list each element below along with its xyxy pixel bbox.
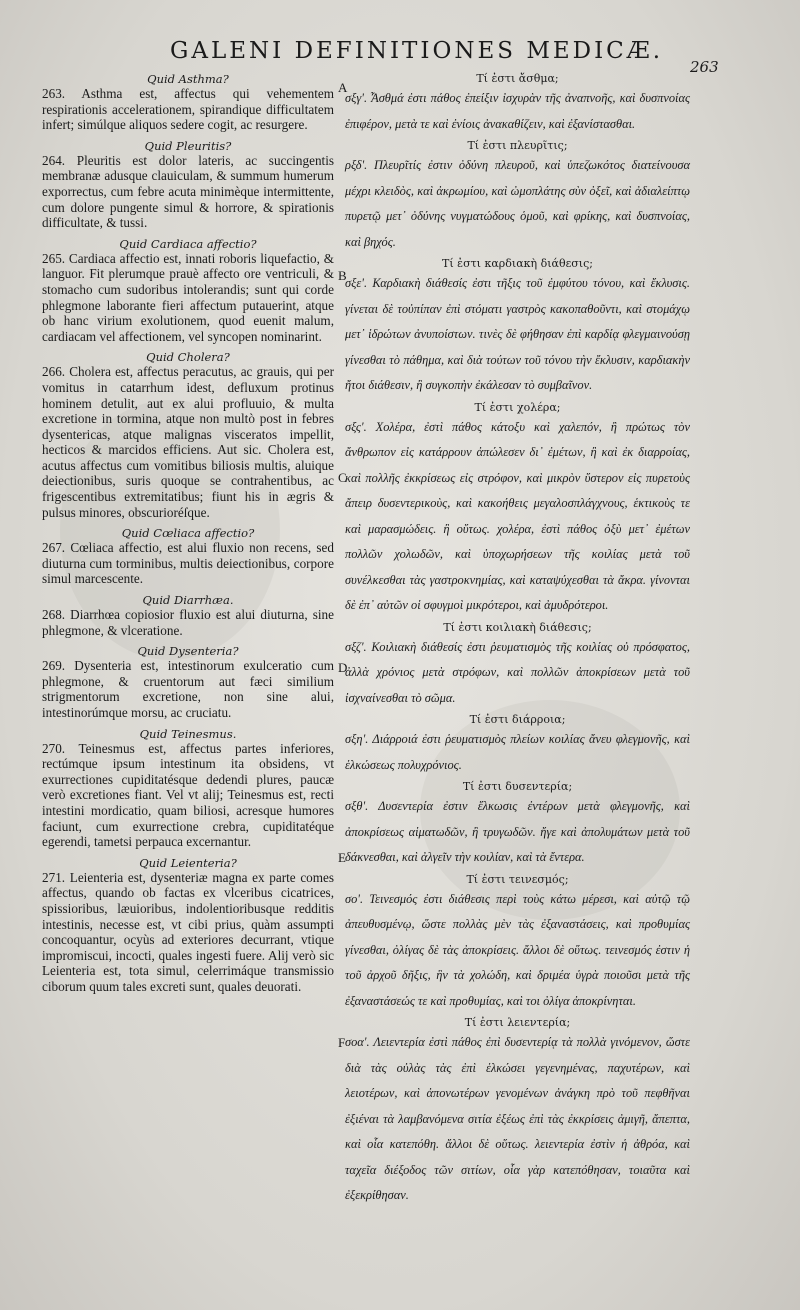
entry-number: 266. (42, 364, 66, 380)
section-mark-f: F (338, 1035, 346, 1050)
entry-text (345, 794, 690, 871)
greek-entry (345, 621, 690, 712)
entry-text (42, 364, 334, 520)
entry-number: 270. (42, 740, 66, 756)
entry-number: 263. (42, 86, 66, 101)
entry-number: σξγ'. (345, 91, 368, 105)
latin-column (42, 72, 334, 1001)
entry-number: σοα'. (345, 1035, 370, 1049)
entry-body: Πλευρῖτίς ἐστιν ὀδύνη πλευροῦ, καὶ ὑπεζωκότος διατείνουσα μέχρι κλειδὸς, καὶ ἀκρωμίου, καὶ ὠμοπλάτης σὺν ὀξεῖ, καὶ ἀδιαλείπτῳ πυρετῷ μετ᾽ ὀδύνης νυγματώδους ὁμοῦ, καὶ φρίκης, καὶ δυσπνοίας, καὶ βηχός. (345, 158, 690, 249)
greek-entry (345, 139, 690, 255)
latin-entry (42, 237, 334, 345)
latin-entry (42, 350, 334, 520)
page-number: 263 (690, 58, 719, 76)
entry-text (345, 635, 690, 712)
latin-entry (42, 593, 334, 638)
section-mark-a: A (338, 80, 348, 95)
entry-heading: Quid Cardiaca affectio? (119, 236, 257, 251)
greek-entry (345, 713, 690, 778)
entry-heading: Quid Leienteria? (139, 855, 237, 870)
entry-text (345, 1030, 690, 1209)
entry-body: Ἆσθμά ἐστι πάθος ἐπείξιν ἰσχυρὰν τῆς ἀναπνοῆς, καὶ δυσπνοίας ἐπιφέρον, μετὰ τε καὶ ἐνίοις ἀνακαθίζειν, καὶ ἐξανίστασθαι. (345, 91, 690, 131)
entry-body: Κοιλιακὴ διάθεσίς ἐστι ῥευματισμὸς τῆς κοιλίας οὐ πρόσφατος, ἀλλὰ χρόνιος μετὰ στρόφων, καὶ πολλῶν ἀποκρίσεων μετὰ τοῦ ἰσχναίνεσθαι τὸ σῶμα. (345, 639, 690, 705)
entry-text (42, 86, 334, 133)
entry-text (345, 86, 690, 137)
entry-number: σξζ'. (345, 639, 367, 654)
entry-body: Leienteria est, dysenteriæ magna ex parte comes affectus, quando ob factas ex vlceribus cicatrices, spissioribus, læuioribus, indolentioribusque redditis intestinis, necesse est, vt cibi prius, quàm assumpti concoquantur, ocyùs ad exteriores decurrant, vtique impromiscui, incocti, quales ingesti fuere. Alij verò sic Leienteria est, tota simul, celerrimáque transmissio ciborum quum tales excreti sunt, quales deuorati. (42, 869, 335, 994)
latin-entry (42, 526, 334, 587)
entry-heading: Τί ἐστι διάρροια; (469, 713, 566, 726)
entry-text (42, 607, 334, 638)
entry-body: Cardiaca affectio est, innati roboris liquefactio, & languor. Fit plerumque prauè affecto ore ventriculi, & stomacho cum sudoribus intolerandis; sunt qui corde phlegmone laborante fieri affectum putauerint, atque ob hanc virium exolutionem, quod euenit malum, cardiacam vel affectionem, vel syncopen nominarint. (42, 250, 335, 344)
latin-entry (42, 644, 334, 720)
entry-text (42, 870, 334, 995)
entry-number: 265. (42, 250, 66, 266)
latin-entry (42, 856, 334, 995)
entry-heading: Quid Cholera? (146, 350, 230, 365)
entry-number: σξε'. (345, 276, 368, 290)
greek-entry (345, 780, 690, 871)
entry-heading: Τί ἐστι χολέρα; (474, 400, 561, 414)
entry-number: 271. (42, 869, 66, 885)
greek-column (345, 72, 690, 1211)
entry-body: Cholera est, affectus peracutus, ac grauis, qui per vomitus in catarrhum idest, defluxum protinus hominem detulit, aut ex alui profluuio, & multa excretione in tormina, atque non multò post in febres dysentericas, atque malignas visceratos impellit, hecticos & marcidos efficiens. Aut sic. Cholera est, acutus affectus cum vomitibus biliosis multis, aluique deiectionibus, suris quoque se contrahentibus, ac frigescentibus extremitatibus; fiunt his in ægris & pulsus minores, obscurioréſque. (42, 364, 334, 520)
entry-body: Τεινεσμός ἐστι διάθεσις περὶ τοὺς κάτω μέρεσι, καὶ αὐτῷ τῷ ἀπευθυσμένῳ, ὥστε πολλὰς μὲν τὰς ἐξαναστάσεις, καὶ προθυμίας γίνεσθαι, ὀλίγας δὲ τὰς ἀποκρίσεις. ἄλλοι δὲ οὕτως. τεινεσμός ἐστιν ἡ τοῦ ἀρχοῦ δῆξις, ἣν τὰ χολώδη, καὶ δριμέα ὑγρὰ ποιοῦσι μετὰ τῆς ἐξαναστάσεώς τε καὶ προθυμίας, καὶ τοι ὀλίγα ἀποκρίνηται. (345, 891, 690, 1008)
entry-body: Καρδιακὴ διάθεσίς ἐστι τῆξις τοῦ ἐμφύτου τόνου, καὶ ἔκλυσις. γίνεται δὲ τοὐπίπαν ἐπὶ στόματι γαστρὸς κακοπαθοῦντι, καὶ στομάχῳ μετ᾽ ἱδρώτων ἀνυποίστων. τινὲς δὲ φήθησαν ἐπὶ καρδίᾳ φλεγμαινούσῃ γίνεσθαι τὸ πάθημα, καὶ διὰ τούτων τοῦ τόνου τὴν ἔκλυσιν, καρδιακὴν ἤτοι διάθεσιν, ἢ συγκοπὴν ἐκάλεσαν τὸ συμβαῖνον. (345, 276, 690, 392)
entry-number: ρξδ'. (345, 158, 368, 172)
entry-body: Teinesmus est, affectus partes inferiores, rectúmque ipsum intestinum ita obsidens, vt exurrectiones cupiditatésque dedendi plures, paucæ verò excretiones fiant. Vel vt alij; Teinesmus est, recti intestini mordicatio, quam biliosi, acresque humores faciunt, cum exurrectione crebra, cupiditatéque egerendi, tametsi perpauca excernantur. (42, 740, 335, 850)
entry-heading: Τί ἐστι λειεντερία; (464, 1016, 571, 1029)
entry-text (42, 251, 334, 345)
entry-number: 268. (42, 607, 66, 623)
greek-entry (345, 257, 690, 399)
section-mark-b: B (338, 268, 347, 283)
greek-entry (345, 401, 690, 619)
entry-text (42, 741, 334, 850)
entry-text (345, 415, 690, 619)
entry-number: σο'. (345, 891, 364, 906)
entry-body: Diarrhœa copiosior fluxio est alui diuturna, sine phlegmone, & vlceratione. (42, 607, 334, 638)
entry-heading: Quid Asthma? (147, 72, 229, 86)
entry-body: Dysenteria est, intestinorum exulceratio cum phlegmone, & cruentorum aut fæci similium strigmentorum excretione, non sine alui, intestinorúmque morsu, ac cruciatu. (42, 658, 335, 720)
section-mark-e: E (338, 850, 346, 865)
entry-body: Δυσεντερία ἐστιν ἕλκωσις ἐντέρων μετὰ φλεγμονῆς, καὶ ἀποκρίσεως αἱματωδῶν, ἢ τρυγωδῶν. ἤγε καὶ ἀπολυμάτων μετὰ τοῦ δάκνεσθαι, καὶ ἀλγεῖν τὴν κοιλίαν, καὶ τὰ ἔντερα. (345, 799, 690, 864)
entry-heading: Τί ἐστι τεινεσμός; (466, 872, 569, 886)
entry-heading: Τί ἐστι ἄσθμα; (476, 72, 559, 85)
greek-entry (345, 1016, 690, 1209)
entry-heading: Τί ἐστι κοιλιακὴ διάθεσις; (443, 620, 592, 634)
entry-body: Διάρροιά ἐστι ῥευματισμὸς πλείων κοιλίας ἄνευ φλεγμονῆς, καὶ ἑλκώσεως πολυχρόνιος. (345, 732, 690, 772)
entry-heading: Τί ἐστι καρδιακὴ διάθεσις; (442, 257, 593, 270)
entry-number: σξθ'. (345, 799, 369, 813)
entry-heading: Quid Dysenteria? (137, 644, 239, 659)
entry-heading: Τί ἐστι πλευρῖτις; (467, 139, 568, 152)
section-mark-c: C (338, 470, 347, 485)
entry-number: 264. (42, 152, 66, 168)
entry-body: Pleuritis est dolor lateris, ac succingentis membranæ adusque clauiculam, & summum humerum exporrectus, cum febre acuta minimèque intermittente, cum dolore pungente simul & horrore, & spirationis difficultate, & tussi. (42, 152, 335, 231)
entry-text (345, 271, 690, 399)
entry-body: Cœliaca affectio, est alui fluxio non recens, sed diuturna cum torminibus, multis deiectionibus, corpore simul marcescente. (42, 540, 334, 587)
entry-number: σξς'. (345, 419, 367, 434)
entry-number: 267. (42, 540, 66, 556)
entry-heading: Quid Diarrhæa. (142, 593, 234, 608)
greek-entry (345, 873, 690, 1015)
entry-heading: Quid Cœliaca affectio? (121, 526, 255, 541)
latin-entry (42, 139, 334, 231)
running-head: GALENI DEFINITIONES MEDICÆ. (170, 38, 664, 64)
entry-text (345, 887, 690, 1015)
entry-number: σξη'. (345, 732, 369, 746)
entry-text (42, 658, 334, 720)
entry-text (345, 153, 690, 255)
entry-number: 269. (42, 658, 66, 674)
entry-body: Asthma est, affectus qui vehementem respirationis accelerationem, spirandique difficultatem infert; simúlque aliquos sedere cogit, ac resurgere. (42, 86, 334, 133)
entry-text (42, 540, 334, 587)
entry-body: Χολέρα, ἐστὶ πάθος κάτοξυ καὶ χαλεπόν, ἢ πρώτως τὸν ἄνθρωπον εἰς κατάρρουν ἀπώλεσεν δι᾽ ἐμέτων, ἢ καὶ ἐκ διαρροίας, καὶ πολλῆς ἐκκρίσεως εἰς στρόφον, καὶ μικρὸν ὕστερον εἰς πυρετοὺς ἄπειρ δυσεντερικοὺς, καὶ κακοήθεις μεγαλοσπλάγχνους, ἑκτικοὺς τε καὶ μαρασμώδεις. ἢ οὕτως. χολέρα, ἐστὶ πάθος ὀξὺ μετ᾽ ἐμέτων πολλῶν χολωδῶν, καὶ ὑποχωρήσεων τῆς κοιλίας μετὰ τοῦ συνέλκεσθαι τὰς γαστροκνημίας, καὶ καταψύχεσθαι τὰ ἄκρα. γίνονται δὲ ἐπ᾽ αὐτῶν οἱ σφυγμοὶ μικρότεροι, καὶ ἀμυδρότεροι. (345, 419, 690, 612)
greek-entry (345, 72, 690, 137)
latin-entry (42, 727, 334, 850)
latin-entry (42, 72, 334, 133)
entry-text (42, 153, 334, 231)
entry-heading: Quid Teinesmus. (139, 726, 237, 741)
entry-heading: Τί ἐστι δυσεντερία; (462, 780, 573, 793)
entry-body: Λειεντερία ἐστὶ πάθος ἐπὶ δυσεντερίᾳ τὰ πολλὰ γινόμενον, ὥστε διὰ τὰς οὐλὰς τὰς ἐπὶ ἑλκώσει γεγενημένας, παχυτέρων, καὶ λειοτέρων, καὶ ἀπονωτέρων γενομένων ἀνάγκη πρὸ τοῦ πεφθῆναι ἐξιέναι τὰ λαμβανόμενα σιτία ἐξέως ἐπὶ τὰς ἐκκρίσεις ἀμιγῆ, ἄπεπτα, καὶ οἷα κατεπόθη. ἄλλοι δὲ οὕτως. λειεντερία ἐστὶν ἡ ἀθρόα, καὶ ταχεῖα διέξοδος τῶν σιτίων, οἷα γὰρ κατεπόθησαν, τοιαῦτα καὶ ἐξεκρίθησαν. (345, 1035, 690, 1202)
entry-heading: Quid Pleuritis? (144, 138, 232, 153)
entry-text (345, 727, 690, 778)
section-mark-d: D (338, 660, 348, 675)
